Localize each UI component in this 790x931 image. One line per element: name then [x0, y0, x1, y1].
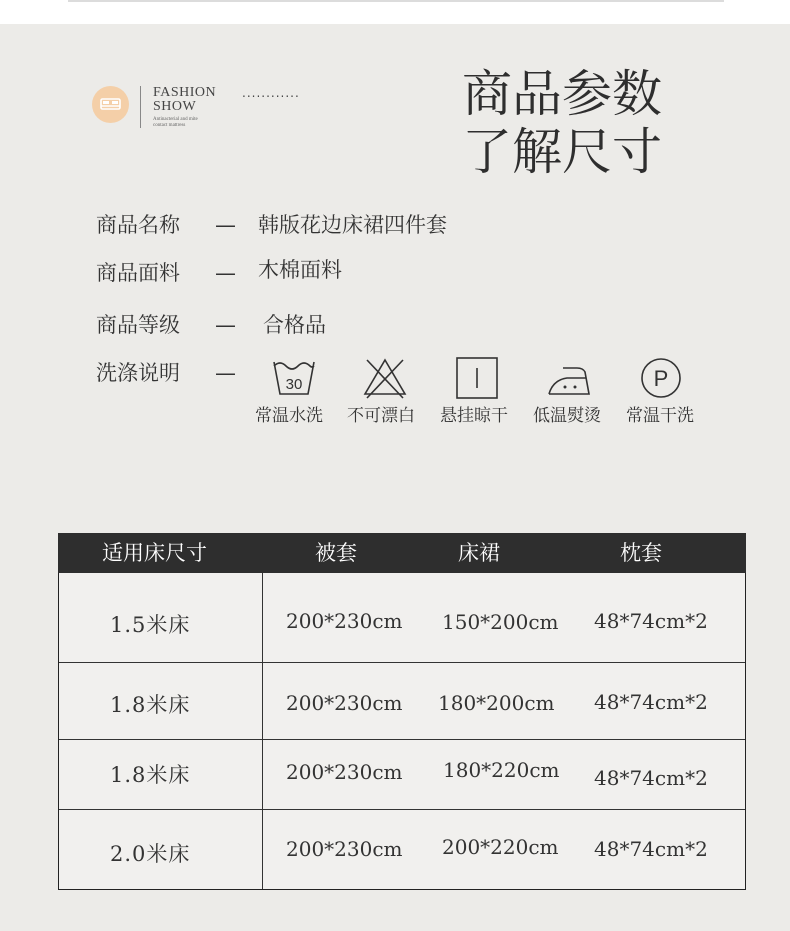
table-cell-pillow: 48*74cm*2: [594, 690, 708, 714]
page-title-line2: 了解尺寸: [462, 123, 662, 181]
care-label-iron: 低温熨烫: [533, 406, 601, 426]
header-pillowcase: 枕套: [620, 541, 662, 565]
table-cell-pillow: 48*74cm*2: [594, 766, 708, 790]
brand-tagline-line2: contact mattress: [153, 123, 186, 128]
bed-logo-icon: [92, 86, 129, 123]
table-cell-skirt: 150*200cm: [442, 610, 559, 634]
dry-clean-icon: [638, 356, 686, 400]
header-bed-skirt: 床裙: [458, 541, 500, 565]
product-name-label: 商品名称: [96, 213, 180, 237]
row-divider: [59, 739, 745, 740]
header-bed-size: 适用床尺寸: [102, 541, 207, 565]
table-header: [58, 533, 746, 573]
table-cell-skirt: 200*220cm: [442, 835, 559, 859]
no-bleach-icon: [361, 356, 409, 400]
line-dry-icon: [454, 356, 502, 400]
page-title-line1: 商品参数: [462, 65, 662, 123]
header-duvet-cover: 被套: [315, 541, 357, 565]
dash-separator: —: [215, 261, 236, 285]
dash-separator: —: [215, 313, 236, 337]
table-cell-bed-size: 1.5米床: [110, 613, 191, 637]
dash-separator: —: [215, 361, 236, 385]
care-label-line-dry: 悬挂晾干: [440, 406, 508, 426]
top-strip: [0, 0, 790, 24]
table-cell-bed-size: 1.8米床: [110, 693, 191, 717]
table-cell-bed-size: 1.8米床: [110, 763, 191, 787]
table-cell-duvet: 200*230cm: [286, 609, 403, 633]
grade-label: 商品等级: [96, 313, 180, 337]
row-divider: [59, 809, 745, 810]
table-body: [58, 573, 746, 890]
wash-temperature-text: 30: [285, 376, 303, 393]
table-cell-duvet: 200*230cm: [286, 760, 403, 784]
brand-name-line1: FASHION: [153, 85, 217, 100]
iron-low-icon: [545, 356, 593, 400]
dry-clean-letter: P: [653, 366, 669, 391]
logo-divider: [140, 86, 141, 128]
care-label-no-bleach: 不可漂白: [347, 406, 415, 426]
dotted-leader: ............: [242, 86, 300, 100]
table-cell-pillow: 48*74cm*2: [594, 837, 708, 861]
brand-name-line2: SHOW: [153, 99, 197, 114]
row-divider: [59, 662, 745, 663]
fabric-label: 商品面料: [96, 261, 180, 285]
table-cell-duvet: 200*230cm: [286, 837, 403, 861]
care-label-wash: 常温水洗: [255, 406, 323, 426]
brand-tagline-line1: Antinacterial and mite: [153, 117, 198, 122]
top-divider: [68, 0, 724, 2]
table-cell-skirt: 180*220cm: [443, 758, 560, 782]
grade-value: 合格品: [263, 313, 326, 337]
fabric-value: 木棉面料: [258, 258, 342, 282]
product-name-value: 韩版花边床裙四件套: [258, 213, 447, 237]
table-cell-bed-size: 2.0米床: [110, 842, 191, 866]
table-cell-pillow: 48*74cm*2: [594, 609, 708, 633]
wash-instructions-label: 洗涤说明: [96, 361, 180, 385]
care-label-dry-clean: 常温干洗: [626, 406, 694, 426]
table-cell-duvet: 200*230cm: [286, 691, 403, 715]
dash-separator: —: [215, 213, 236, 237]
size-table: [58, 533, 746, 891]
table-cell-skirt: 180*200cm: [438, 691, 555, 715]
column-divider: [262, 573, 263, 889]
wash-30-icon: [270, 356, 318, 400]
